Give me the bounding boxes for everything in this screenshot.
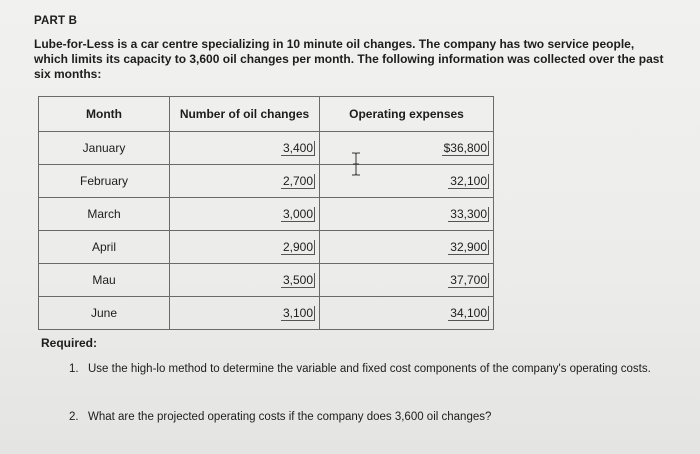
month-cell: June xyxy=(39,297,170,330)
table-row xyxy=(39,297,494,330)
table-header-row xyxy=(39,97,494,132)
question-number: 1. xyxy=(69,363,79,375)
expenses-cell: 34,100 xyxy=(450,305,487,320)
text-cursor-icon xyxy=(349,152,363,176)
month-cell: February xyxy=(39,165,170,198)
table-row xyxy=(39,132,494,165)
question-text: What are the projected operating costs if the company does 3,600 oil changes? xyxy=(88,411,492,423)
table-row xyxy=(39,231,494,264)
expenses-cell: 32,100 xyxy=(450,173,487,188)
expenses-cell: $36,800 xyxy=(443,140,487,155)
intro-paragraph: Lube-for-Less is a car centre specializing in 10 minute oil changes. The company has two service people, which limits its capacity to 3,600 oil changes per month. The following information was collected over the past six months: xyxy=(34,37,664,81)
expenses-cell: 32,900 xyxy=(450,239,487,254)
month-cell: Mau xyxy=(39,264,170,297)
expenses-cell: 33,300 xyxy=(450,206,487,221)
oil-changes-cell: 3,500 xyxy=(282,272,313,287)
oil-changes-cell: 3,100 xyxy=(282,305,313,320)
month-cell: March xyxy=(39,198,170,231)
table-row xyxy=(39,198,494,231)
oil-change-table xyxy=(38,96,494,330)
oil-changes-cell: 2,900 xyxy=(282,239,313,254)
header-oil-changes: Number of oil changes xyxy=(170,97,320,132)
table-row xyxy=(39,264,494,297)
month-cell: April xyxy=(39,231,170,264)
header-operating-expenses: Operating expenses xyxy=(320,97,494,132)
oil-changes-cell: 3,400 xyxy=(282,140,313,155)
oil-changes-cell: 2,700 xyxy=(282,173,313,188)
question-text: Use the high-lo method to determine the variable and fixed cost components of the company's operating costs. xyxy=(88,363,651,375)
required-label: Required: xyxy=(41,336,98,350)
expenses-cell: 37,700 xyxy=(450,272,487,287)
part-title: PART B xyxy=(34,15,78,27)
question-number: 2. xyxy=(69,411,79,423)
header-month: Month xyxy=(39,97,170,132)
oil-changes-cell: 3,000 xyxy=(282,206,313,221)
table-row xyxy=(39,165,494,198)
month-cell: January xyxy=(39,132,170,165)
